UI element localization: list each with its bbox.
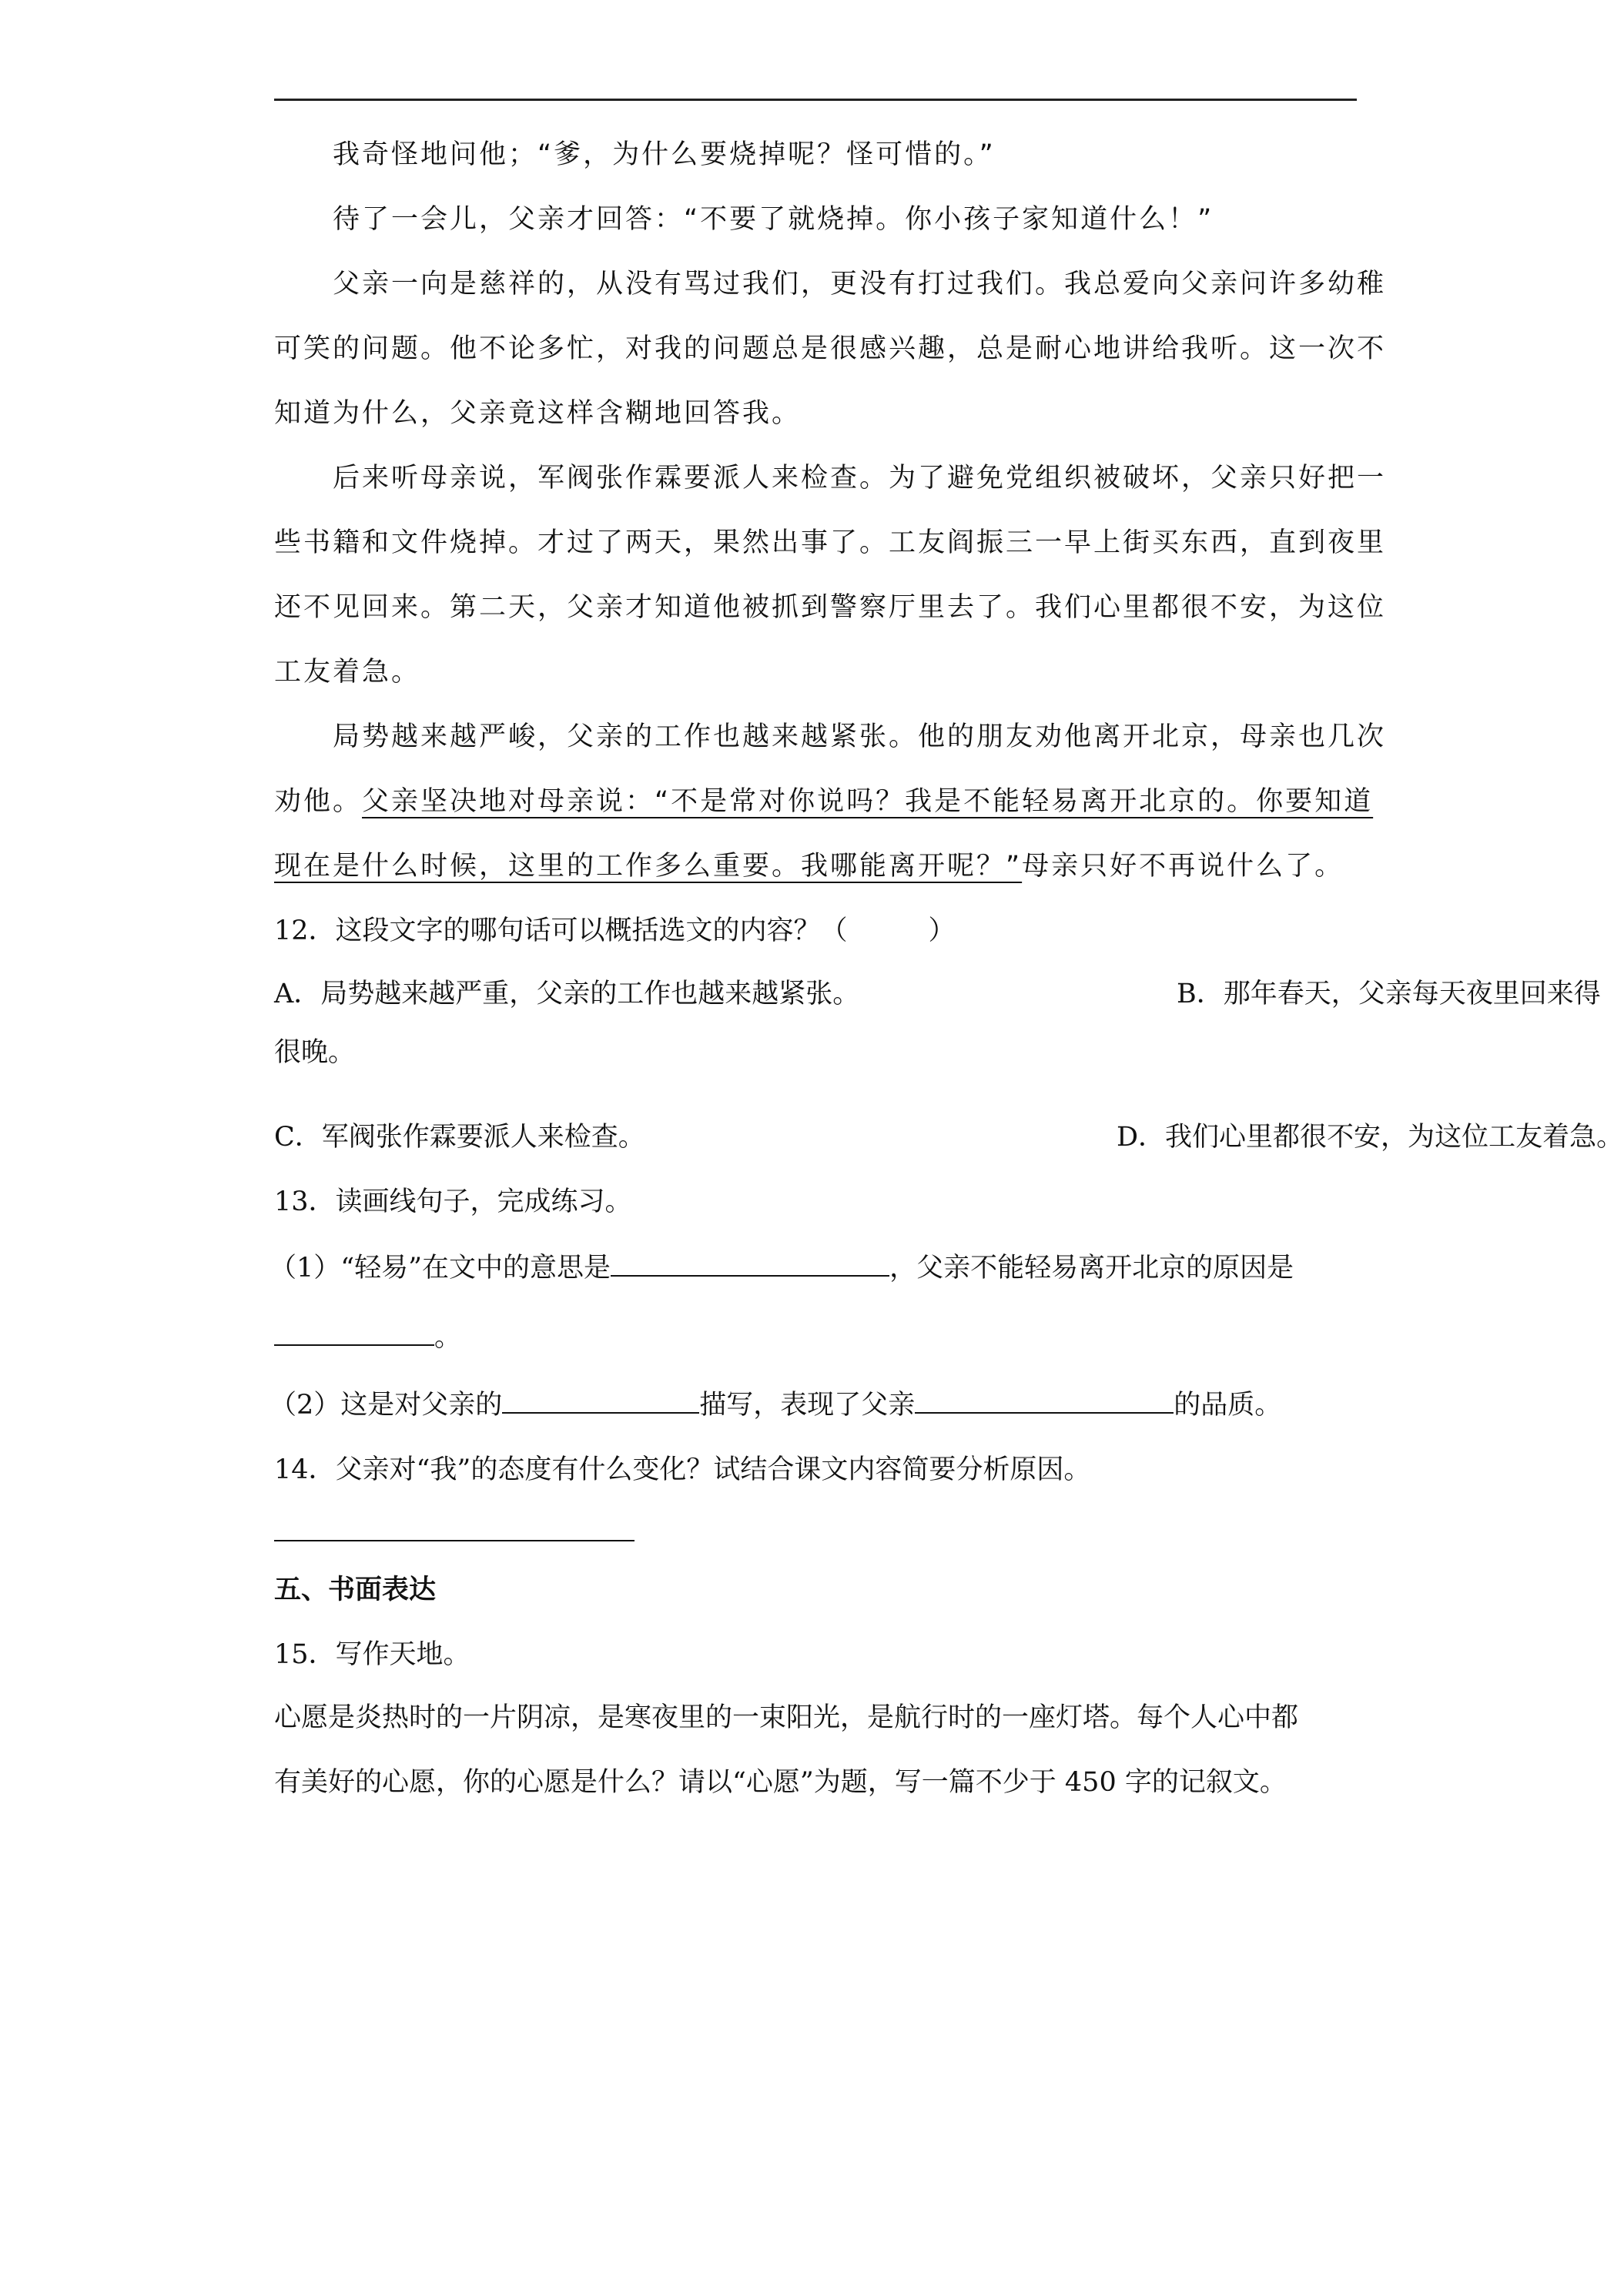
question-15-prompt-line-1: 心愿是炎热时的一片阴凉，是寒夜里的一束阳光，是航行时的一座灯塔。每个人心中都 — [274, 1702, 1299, 1733]
question-14-stem: 14．父亲对“我”的态度有什么变化？试结合课文内容简要分析原因。 — [274, 1454, 1091, 1485]
passage-text: 母亲只好不再说什么了。 — [1022, 851, 1344, 882]
blank-description-type[interactable] — [502, 1386, 699, 1414]
blank-quality[interactable] — [915, 1386, 1174, 1414]
option-d: D．我们心里都很不安，为这位工友着急。 — [1117, 1122, 1624, 1153]
passage-paragraph-3-line-2: 可笑的问题。他不论多忙，对我的问题总是很感兴趣，总是耐心地讲给我听。这一次不 — [274, 333, 1387, 364]
passage-paragraph-3-line-1: 父亲一向是慈祥的，从没有骂过我们，更没有打过我们。我总爱向父亲问许多幼稚 — [333, 269, 1387, 300]
question-12-stem: 12．这段文字的哪句话可以概括选文的内容？（ ） — [274, 915, 956, 946]
part-2-prompt: （2）这是对父亲的 — [270, 1390, 503, 1421]
part-2-end: 的品质。 — [1174, 1390, 1282, 1421]
part-2-prompt-continued: 描写，表现了父亲 — [699, 1390, 916, 1421]
option-c: C．军阀张作霖要派人来检查。 — [274, 1122, 645, 1153]
blank-meaning[interactable] — [611, 1249, 889, 1277]
blank-reason[interactable] — [274, 1318, 434, 1346]
question-15-stem: 15．写作天地。 — [274, 1639, 470, 1670]
question-13-part-2 — [270, 1386, 1355, 1424]
passage-paragraph-4-line-3: 还不见回来。第二天，父亲才知道他被抓到警察厅里去了。我们心里都很不安，为这位 — [274, 592, 1387, 623]
question-15-prompt-line-2: 有美好的心愿，你的心愿是什么？请以“心愿”为题，写一篇不少于 450 字的记叙文。 — [274, 1767, 1287, 1798]
option-b: B．那年春天，父亲每天夜里回来得 — [1177, 979, 1601, 1009]
part-1-prompt-continued: ，父亲不能轻易离开北京的原因是 — [889, 1253, 1294, 1284]
passage-paragraph-2: 待了一会儿，父亲才回答：“不要了就烧掉。你小孩子家知道什么！” — [333, 204, 1214, 235]
passage-paragraph-5-line-3 — [274, 847, 1360, 885]
passage-paragraph-1: 我奇怪地问他；“爹，为什么要烧掉呢？怪可惜的。” — [333, 139, 996, 170]
section-5-heading: 五、书面表达 — [274, 1574, 437, 1605]
question-12-options-ab — [274, 975, 1601, 1013]
option-b-continued: 很晚。 — [274, 1037, 356, 1068]
passage-paragraph-4-line-1: 后来听母亲说，军阀张作霖要派人来检查。为了避免党组织被破坏，父亲只好把一 — [333, 463, 1387, 494]
part-1-end: 。 — [434, 1322, 462, 1353]
passage-paragraph-3-line-3: 知道为什么，父亲竟这样含糊地回答我。 — [274, 398, 802, 429]
question-12-options-cd — [274, 1118, 1624, 1156]
passage-text: 劝他。 — [274, 786, 363, 817]
underlined-sentence: 现在是什么时候，这里的工作多么重要。我哪能离开呢？” — [274, 851, 1023, 882]
underlined-sentence: 父亲坚决地对母亲说：“不是常对你说吗？我是不能轻易离开北京的。你要知道 — [362, 786, 1374, 817]
passage-paragraph-5-line-1: 局势越来越严峻，父亲的工作也越来越紧张。他的朋友劝他离开北京，母亲也几次 — [333, 721, 1387, 752]
answer-line[interactable] — [274, 1540, 635, 1541]
passage-paragraph-4-line-4: 工友着急。 — [274, 657, 421, 688]
passage-paragraph-4-line-2: 些书籍和文件烧掉。才过了两天，果然出事了。工友阎振三一早上街买东西，直到夜里 — [274, 527, 1387, 558]
question-13-part-1-continued — [274, 1318, 1360, 1357]
part-1-prompt: （1）“轻易”在文中的意思是 — [270, 1253, 611, 1284]
question-13-stem: 13．读画线句子，完成练习。 — [274, 1186, 632, 1217]
passage-paragraph-5-line-2 — [274, 782, 1374, 821]
option-a: A．局势越来越严重，父亲的工作也越来越紧张。 — [274, 979, 860, 1009]
question-13-part-1 — [270, 1249, 1355, 1287]
header-rule — [274, 99, 1357, 101]
